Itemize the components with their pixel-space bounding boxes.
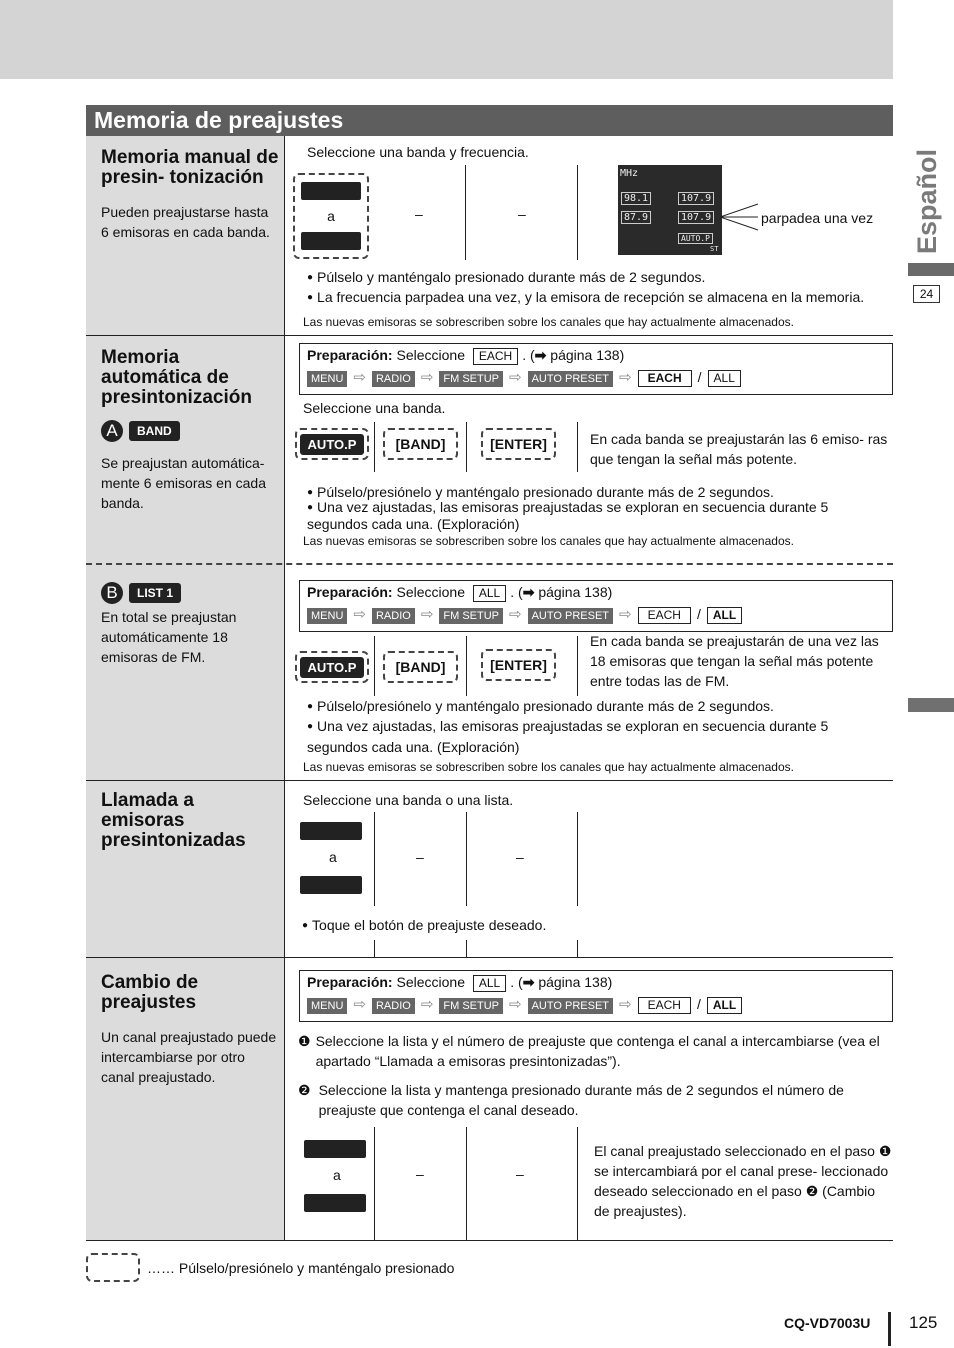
- recall-preset-a: a: [329, 849, 337, 865]
- list1-chip: LIST 1: [129, 583, 181, 603]
- swap-divider-3: [577, 1127, 578, 1240]
- chevron-right-icon: ⇨: [619, 369, 632, 386]
- manual-section-heading: [101, 148, 279, 242]
- auto-b-result: En cada banda se preajustarán de una vez las 18 emisoras que tengan la señal más potente entre todas las de FM.: [590, 633, 879, 689]
- preset-a-label: a: [327, 208, 335, 224]
- auto-p-button[interactable]: [295, 428, 369, 460]
- enter-button[interactable]: [ENTER]: [481, 428, 556, 460]
- arrow-right-icon: ➡: [534, 347, 547, 363]
- chain-fm-setup: FM SETUP: [439, 608, 503, 624]
- label-a-icon: A: [101, 420, 123, 442]
- band-button-b[interactable]: [BAND]: [383, 651, 458, 683]
- separator-bottom: [86, 1240, 893, 1241]
- swap-prep-text: Seleccione: [396, 974, 465, 990]
- recall-divider-2b: [466, 940, 467, 957]
- top-band: [0, 0, 893, 79]
- manual-step-divider-2: [577, 165, 578, 260]
- preset-1-icon[interactable]: [304, 1140, 366, 1158]
- manual-instruction: Seleccione una banda y frecuencia.: [307, 144, 529, 160]
- auto-b-divider-3: [577, 636, 578, 696]
- auto-menu-chain: [300, 368, 892, 387]
- swap-prep-label: Preparación:: [307, 974, 393, 990]
- auto-note: Las nuevas emisoras se sobrescriben sobre los canales que hay actualmente almacenados.: [303, 534, 794, 548]
- arrow-right-icon: ➡: [522, 974, 535, 990]
- recall-section-heading: [101, 791, 279, 851]
- recall-dash-2: –: [516, 849, 524, 865]
- auto-prep-choice: EACH: [473, 348, 518, 365]
- lcd-right-top: 107.9: [678, 192, 714, 205]
- step-2-number: ❷: [298, 1082, 311, 1098]
- preset-6-icon: [301, 232, 361, 250]
- lcd-unit: MHz: [620, 168, 639, 179]
- manual-dash-1: –: [415, 206, 423, 222]
- manual-bullet-2: ● La frecuencia parpadea una vez, y la emisora de recepción se almacena en la memoria.: [307, 287, 864, 308]
- auto-b-prep-page: página 138): [538, 584, 613, 600]
- chevron-right-icon: ⇨: [509, 369, 522, 386]
- option-each: EACH: [638, 607, 691, 624]
- manual-dash-2: –: [518, 206, 526, 222]
- manual-bullet-1: ● Púlselo y manténgalo presionado durante más de 2 segundos.: [307, 267, 705, 288]
- language-bar: [908, 263, 954, 276]
- chevron-right-icon: ⇨: [353, 369, 366, 386]
- auto-b-prep-text: Seleccione: [396, 584, 465, 600]
- recall-divider-3: [577, 812, 578, 906]
- lcd-st: ST: [710, 245, 719, 253]
- preset-1-icon: [301, 182, 361, 200]
- chevron-right-icon: ⇨: [619, 606, 632, 623]
- option-each: EACH: [638, 370, 692, 387]
- manual-title: Memoria manual de presin- tonización: [101, 147, 279, 188]
- option-each: EACH: [638, 997, 691, 1014]
- recall-dash-1: –: [416, 849, 424, 865]
- chain-menu: MENU: [307, 998, 347, 1014]
- recall-divider-3b: [577, 940, 578, 957]
- recall-title: Llamada a emisoras presintonizadas: [101, 790, 246, 851]
- auto-b-prep-box: [299, 580, 893, 632]
- auto-b-prep-label: Preparación:: [307, 584, 393, 600]
- chevron-right-icon: ⇨: [619, 996, 632, 1013]
- preset-6-icon[interactable]: [304, 1194, 366, 1212]
- chain-fm-setup: FM SETUP: [439, 371, 503, 387]
- auto-b-desc: En total se preajustan automáticamente 18 emisoras de FM.: [101, 609, 237, 665]
- auto-prep-row: Preparación: Seleccione EACH . (➡ página 138): [307, 347, 625, 363]
- chain-menu: MENU: [307, 608, 347, 624]
- separator-1: [86, 335, 893, 336]
- chain-auto-preset: AUTO PRESET: [528, 608, 613, 624]
- auto-divider-3: [577, 422, 578, 472]
- auto-b-menu-chain: [300, 605, 892, 624]
- page-title: Memoria de preajustes: [86, 105, 893, 136]
- language-tab: [908, 150, 954, 260]
- chapter-number: 24: [913, 285, 940, 303]
- auto-bullet-2-wrap: [307, 499, 887, 533]
- auto-b-divider-1: [374, 636, 375, 696]
- model-number: CQ-VD7003U: [784, 1315, 871, 1331]
- label-b-icon: B: [101, 582, 123, 604]
- manual-preset-button[interactable]: [293, 173, 369, 259]
- column-divider: [284, 136, 285, 1241]
- preset-1-icon[interactable]: [300, 822, 362, 840]
- auto-p-button-b[interactable]: [295, 651, 369, 683]
- swap-prep-choice: ALL: [473, 975, 506, 992]
- slash: /: [696, 606, 701, 622]
- auto-b-note: Las nuevas emisoras se sobrescriben sobre los canales que hay actualmente almacenados.: [303, 760, 794, 774]
- auto-desc: Se preajustan automática- mente 6 emisoras en cada banda.: [101, 455, 266, 511]
- arrow-right-icon: ➡: [522, 584, 535, 600]
- chain-auto-preset: AUTO PRESET: [528, 998, 613, 1014]
- chevron-right-icon: ⇨: [420, 996, 434, 1013]
- separator-2: [86, 780, 893, 781]
- enter-button-b[interactable]: [ENTER]: [481, 649, 556, 681]
- recall-divider-2: [466, 812, 467, 906]
- language-label: Español: [912, 148, 942, 254]
- auto-prep-text: Seleccione: [396, 347, 465, 363]
- lcd-display: [618, 165, 722, 255]
- auto-b-label-row: [101, 582, 181, 604]
- recall-divider-1: [374, 812, 375, 906]
- preset-6-icon[interactable]: [300, 876, 362, 894]
- slash: /: [697, 369, 702, 385]
- swap-divider-2: [466, 1127, 467, 1240]
- chain-auto-preset: AUTO PRESET: [528, 371, 613, 387]
- page-number: 125: [909, 1313, 938, 1332]
- legend-dashed-box: [86, 1253, 140, 1282]
- recall-instruction: Seleccione una banda o una lista.: [303, 792, 514, 808]
- auto-b-bullet-1: ● Púlselo/presiónelo y manténgalo presionado durante más de 2 segundos.: [307, 696, 774, 717]
- auto-p-label: AUTO.P: [300, 434, 365, 455]
- auto-b-prep-row: Preparación: Seleccione ALL . (➡ página 138): [307, 584, 613, 600]
- footer-divider: [888, 1312, 891, 1346]
- auto-b-bullet-2-wrap: [307, 716, 872, 757]
- auto-b-bullet-2: ● Una vez ajustadas, las emisoras preajustadas se exploran en secuencia durante 5 segundos cada una. (Exploración): [307, 718, 828, 755]
- separator-dashed: [86, 563, 893, 565]
- lcd-note: parpadea una vez: [761, 210, 874, 226]
- auto-prep-page: página 138): [550, 347, 625, 363]
- legend-text: …… Púlselo/presiónelo y manténgalo presionado: [147, 1260, 455, 1276]
- swap-desc: Un canal preajustado puede intercambiarse por otro canal preajustado.: [101, 1029, 277, 1085]
- auto-section-heading: [101, 348, 279, 408]
- chevron-right-icon: ⇨: [420, 606, 434, 623]
- swap-section-heading: [101, 973, 279, 1087]
- auto-bullet-1: ● Púlselo/presiónelo y manténgalo presionado durante más de 2 segundos.: [307, 482, 774, 503]
- slash: /: [696, 996, 701, 1012]
- auto-result: En cada banda se preajustarán las 6 emiso- ras que tengan la señal más potente.: [590, 431, 888, 467]
- lcd-right-bot: 107.9: [678, 211, 714, 224]
- chain-radio: RADIO: [372, 608, 415, 624]
- swap-result: El canal preajustado seleccionado en el paso ❶ se intercambiará por el canal prese- leccionado deseado seleccionado en el paso ❷ (Cambio de preajustes).: [594, 1143, 892, 1219]
- separator-3: [86, 957, 893, 958]
- chevron-right-icon: ⇨: [353, 996, 366, 1013]
- swap-title: Cambio de preajustes: [101, 972, 199, 1013]
- recall-bullet: ● Toque el botón de preajuste deseado.: [302, 915, 546, 936]
- auto-prep-box: [299, 343, 893, 395]
- swap-prep-row: Preparación: Seleccione ALL . (➡ página 138): [307, 974, 613, 990]
- step-1-number: ❶: [298, 1033, 311, 1049]
- swap-menu-chain: [300, 995, 892, 1014]
- blink-indicator-lines: [720, 200, 762, 234]
- lcd-left-bot: 87.9: [621, 211, 651, 224]
- option-all: ALL: [708, 370, 741, 387]
- chevron-right-icon: ⇨: [420, 369, 434, 386]
- chain-radio: RADIO: [372, 371, 415, 387]
- auto-bullet-2: ● Una vez ajustadas, las emisoras preajustadas se exploran en secuencia durante 5 segundos cada una. (Exploración): [307, 499, 828, 532]
- auto-b-divider-2: [466, 636, 467, 696]
- auto-divider-2: [466, 422, 467, 472]
- swap-step-1: [298, 1031, 888, 1071]
- chevron-right-icon: ⇨: [509, 996, 522, 1013]
- step-2-text: Seleccione la lista y mantenga presionado durante más de 2 segundos el número de preajuste que contenga el canal deseado.: [318, 1082, 844, 1118]
- lcd-left-top: 98.1: [621, 192, 651, 205]
- auto-b-prep-choice: ALL: [473, 585, 506, 602]
- option-all: ALL: [707, 997, 742, 1014]
- swap-step-2: [298, 1080, 888, 1120]
- auto-instruction: Seleccione una banda.: [303, 400, 446, 416]
- auto-divider-1: [374, 422, 375, 472]
- band-chip: BAND: [129, 421, 180, 441]
- swap-prep-box: [299, 970, 893, 1022]
- manual-step-divider-1: [465, 165, 466, 260]
- chain-menu: MENU: [307, 371, 347, 387]
- lcd-auto: AUTO.P: [678, 233, 713, 244]
- chain-radio: RADIO: [372, 998, 415, 1014]
- auto-a-label-row: [101, 420, 180, 442]
- swap-dash-1: –: [416, 1166, 424, 1182]
- swap-dash-2: –: [516, 1166, 524, 1182]
- auto-p-label-b: AUTO.P: [300, 657, 365, 678]
- auto-prep-label: Preparación:: [307, 347, 393, 363]
- chevron-right-icon: ⇨: [509, 606, 522, 623]
- chevron-right-icon: ⇨: [353, 606, 366, 623]
- auto-title: Memoria automática de presintonización: [101, 347, 252, 408]
- swap-prep-page: página 138): [538, 974, 613, 990]
- manual-note: Las nuevas emisoras se sobrescriben sobre los canales que hay actualmente almacenados.: [303, 315, 794, 329]
- chain-fm-setup: FM SETUP: [439, 998, 503, 1014]
- manual-desc: Pueden preajustarse hasta 6 emisoras en cada banda.: [101, 204, 270, 240]
- swap-preset-a: a: [333, 1167, 341, 1183]
- band-button[interactable]: [BAND]: [383, 428, 458, 460]
- option-all: ALL: [707, 607, 742, 624]
- side-marker: [908, 698, 954, 712]
- swap-divider-1: [374, 1127, 375, 1240]
- recall-divider-1b: [374, 940, 375, 957]
- step-1-text: Seleccione la lista y el número de preajuste que contenga el canal a intercambiarse (vea el apartado “Llamada a emisoras presintonizadas”).: [315, 1033, 880, 1069]
